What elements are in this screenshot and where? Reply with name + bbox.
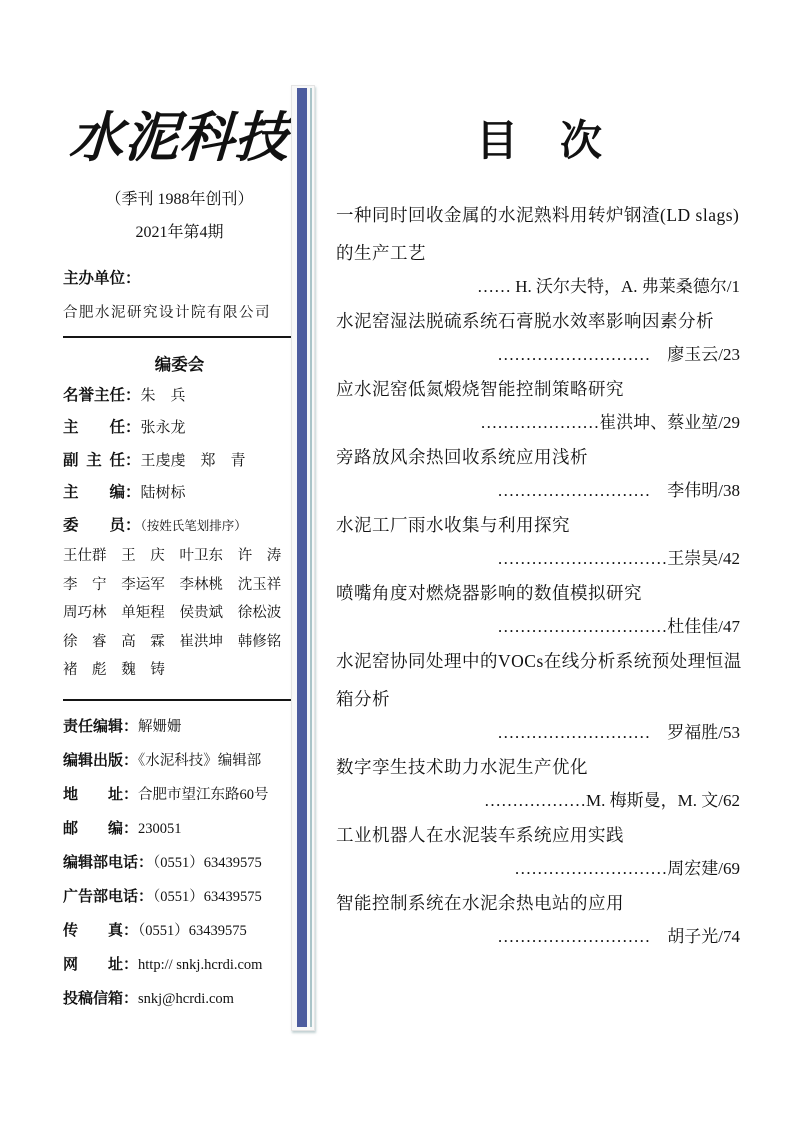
publishing-row [63,778,296,812]
publishing-row [63,846,296,880]
toc-entry-authors: 崔洪坤、蔡业堃 [599,413,719,433]
publishing-row [63,812,296,846]
board-member-name: 韩修铭 [237,633,282,650]
toc-entry-page: /62 [718,791,740,811]
toc-entry-page: /23 [718,345,740,365]
toc-leader-dots: ……………………… [514,859,668,879]
board-member-name: 李运军 [121,576,165,593]
board-member-name: 周巧林 [63,605,107,621]
toc-entry-page: /69 [718,859,740,879]
publishing-row-label: 广告部电话： [63,887,154,905]
divider-rule-top [63,336,296,338]
editorial-board-members [63,542,296,685]
board-member-name: 王 庆 [121,548,165,564]
toc-entry-title: 智能控制系统在水泥余热电站的应用 [336,893,624,914]
board-member-name: 李林桃 [179,576,223,593]
toc-entry-authors: 罗福胜 [667,723,719,743]
publishing-row-label: 责任编辑： [63,717,139,735]
publishing-row-value: 230051 [138,820,182,837]
toc-entry [336,748,742,816]
toc-entry-page: /1 [726,277,740,297]
board-role-label: 主 编： [63,484,141,501]
board-role-row [63,412,296,445]
board-role-note: （按姓氏笔划排序） [140,518,247,533]
toc-entry-title: 水泥工厂雨水收集与利用探究 [336,515,570,536]
journal-subtitle: （季刊 1988年创刊） [105,190,254,208]
toc-leader-dots: ………………………… [497,549,668,569]
publishing-row-label: 编辑出版： [63,751,139,769]
toc-entry-leader [336,544,742,574]
toc-entry-leader [336,922,742,952]
toc-entry-title: 一种同时回收金属的水泥熟料用转炉钢渣(LD slags)的生产工艺 [336,205,740,264]
board-role-row [63,510,296,543]
board-role-label: 委 员： [63,516,141,534]
toc-entry-leader [336,854,742,884]
toc-entry-page: /38 [718,481,740,501]
toc-entry-leader [336,340,742,370]
toc-entry-page: /47 [718,617,740,637]
board-member-name: 魏 铸 [121,662,165,678]
column-divider [291,85,315,1031]
board-role-row [63,380,296,413]
publishing-row [63,914,296,948]
publishing-row-label: 投稿信箱： [63,989,139,1007]
toc-entry-authors: H. 沃尔夫特，A. 弗莱桑德尔 [515,277,727,297]
publishing-row-label: 编辑部电话： [63,853,154,871]
board-member-name: 叶卫东 [179,548,223,564]
publishing-row-value: （0551）63439575 [153,888,262,905]
toc-entry-leader [336,272,742,302]
toc-leader-dots: …… [476,277,516,297]
publishing-row-label: 地 址： [63,785,139,803]
toc-leader-dots: ……………………… [497,927,668,947]
toc-entry-authors: 李伟明 [667,481,719,501]
board-member-name: 褚 彪 [63,662,107,678]
board-member-name: 许 涛 [237,548,282,564]
toc-entry-title: 应水泥窑低氮煅烧智能控制策略研究 [336,379,624,400]
toc-entry-page: /53 [718,723,740,743]
toc-entry [336,642,742,748]
toc-entry-authors: M. 梅斯曼，M. 文 [586,791,719,811]
divider-blue-bar [297,88,307,1027]
board-role-label: 名誉主任： [63,386,141,404]
board-role-label: 主 任： [63,419,141,436]
board-member-name: 王仕群 [63,548,107,564]
publishing-row-value: 《水泥科技》编辑部 [138,752,262,769]
divider-accent-line [310,88,312,1027]
publishing-row [63,744,296,778]
toc-entry-authors: 周宏建 [667,859,719,879]
toc-heading: 目 次 [475,116,602,165]
toc-entry-list [336,196,742,952]
divider-rule-bottom [63,699,296,701]
toc-entry-authors: 廖玉云 [667,345,719,365]
publishing-info [63,710,296,1016]
toc-entry-title: 水泥窑湿法脱硫系统石膏脱水效率影响因素分析 [336,311,714,332]
publishing-row-value: snkj@hcrdi.com [138,990,234,1007]
toc-entry-title: 工业机器人在水泥装车系统应用实践 [336,825,624,846]
toc-entry-authors: 杜佳佳 [667,617,719,637]
publishing-row-label: 网 址： [63,955,139,973]
toc-entry-page: /74 [718,927,740,947]
board-member-name: 徐松波 [237,605,282,621]
journal-title: 水泥科技 [67,105,292,169]
toc-leader-dots: ……………………… [497,723,668,743]
editorial-board-roles [63,380,296,543]
toc-entry-leader [336,476,742,506]
board-member-name: 高 霖 [121,633,165,650]
publishing-row [63,880,296,914]
toc-leader-dots: ……………………… [497,481,668,501]
toc-entry [336,574,742,642]
toc-entry-authors: 王崇昊 [667,549,719,569]
toc-entry-leader [336,612,742,642]
toc-leader-dots: ……………… [484,791,587,811]
editorial-board-heading: 编委会 [154,355,205,374]
toc-entry [336,816,742,884]
board-role-value: 张永龙 [140,420,186,436]
board-role-row [63,477,296,510]
organizer-label: 主办单位： [63,269,141,287]
toc-leader-dots: ……………………… [497,345,668,365]
publishing-row-value: 解姗姗 [138,718,182,735]
publishing-row-value: http:// snkj.hcrdi.com [138,956,263,973]
board-role-row [63,445,296,478]
publishing-row-value: （0551）63439575 [153,854,262,871]
board-role-value: 朱 兵 [140,387,186,404]
toc-entry [336,196,742,302]
toc-entry-page: /42 [718,549,740,569]
publishing-row [63,710,296,744]
toc-entry-title: 旁路放风余热回收系统应用浅析 [336,447,588,468]
table-of-contents [336,116,742,952]
publishing-row-label: 邮 编： [63,819,139,837]
toc-entry [336,370,742,438]
toc-entry [336,506,742,574]
publishing-row [63,948,296,982]
board-member-name: 崔洪坤 [179,633,223,650]
board-member-name: 沈玉祥 [237,576,282,593]
toc-entry-title: 数字孪生技术助力水泥生产优化 [336,757,588,778]
toc-entry [336,884,742,952]
toc-entry-title: 喷嘴角度对燃烧器影响的数值模拟研究 [336,583,642,604]
toc-entry-title: 水泥窑协同处理中的VOCs在线分析系统预处理恒温箱分析 [336,651,742,710]
board-member-name: 李 宁 [63,576,107,593]
publishing-row [63,982,296,1016]
journal-issue: 2021年第4期 [135,223,224,241]
toc-entry-page: /29 [718,413,740,433]
toc-entry-leader [336,718,742,748]
publishing-row-value: （0551）63439575 [138,922,247,939]
publishing-row-label: 传 真： [63,921,139,939]
toc-leader-dots: ………………… [480,413,600,433]
toc-entry-leader [336,786,742,816]
board-role-value: 陆树标 [140,485,186,501]
publishing-row-value: 合肥市望江东路60号 [138,786,269,803]
board-role-value: 王虔虔 郑 青 [140,452,246,469]
journal-info-column [63,104,296,1016]
board-member-name: 侯贵斌 [179,605,223,621]
board-role-label: 副 主 任： [63,451,141,469]
organizer-name: 合肥水泥研究设计院有限公司 [63,304,271,321]
toc-entry [336,302,742,370]
toc-entry [336,438,742,506]
board-member-name: 单矩程 [121,605,165,621]
toc-entry-leader [336,408,742,438]
toc-leader-dots: ………………………… [497,617,668,637]
toc-entry-authors: 胡子光 [667,927,719,947]
board-member-name: 徐 睿 [63,633,107,650]
